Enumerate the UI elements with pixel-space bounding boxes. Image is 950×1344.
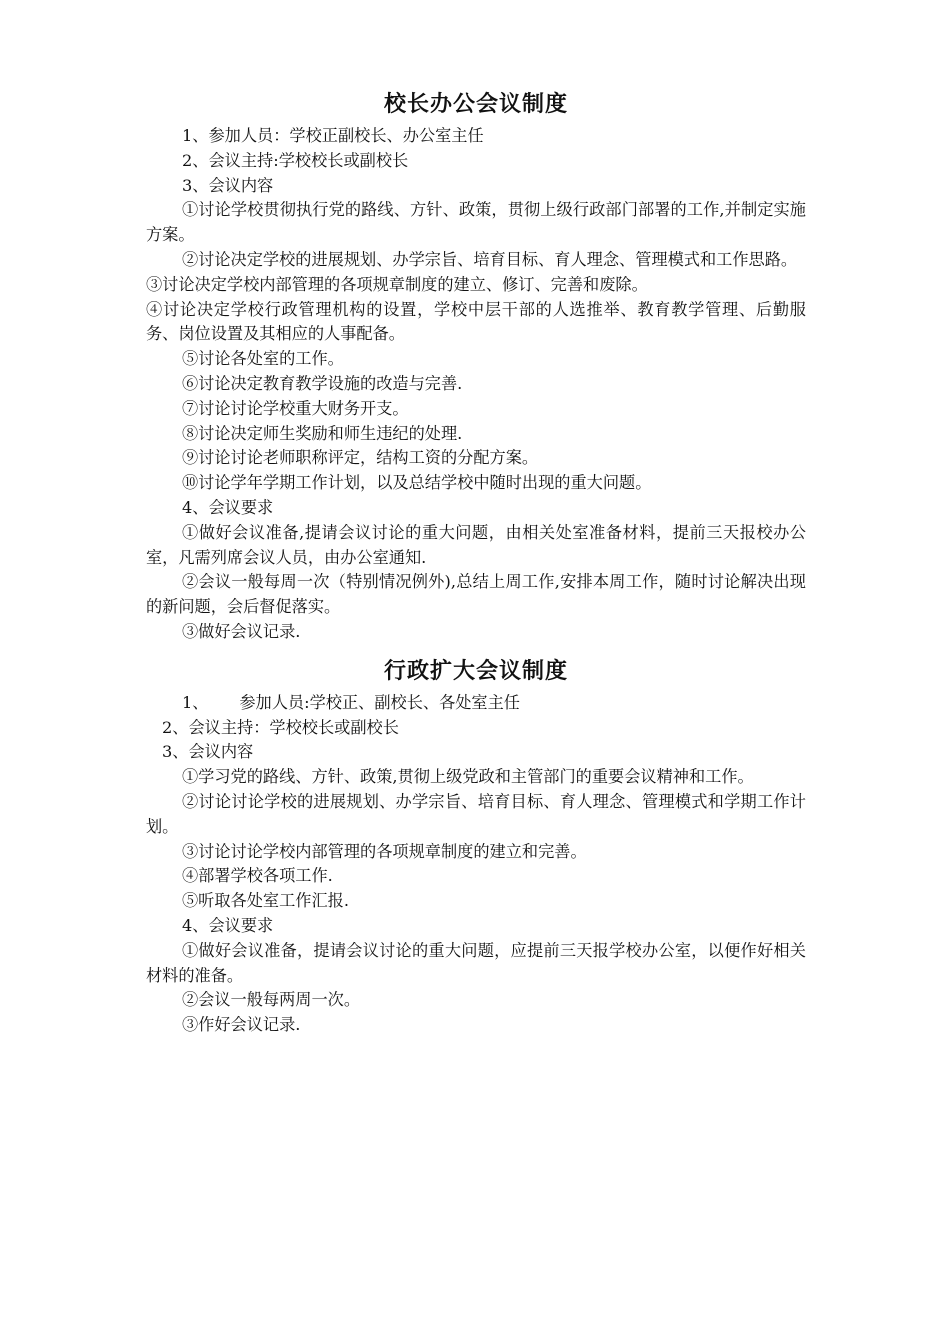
section-paragraph: 4、会议要求: [182, 497, 274, 517]
section-paragraph: ⑨讨论讨论老师职称评定，结构工资的分配方案。: [182, 448, 539, 468]
section-paragraph: 3、会议内容: [162, 742, 254, 762]
section-title: 校长办公会议制度: [383, 92, 568, 117]
section-paragraph: ⑧讨论决定师生奖励和师生违纪的处理.: [182, 423, 463, 443]
section-paragraph: ⑤讨论各处室的工作。: [182, 349, 344, 369]
section-paragraph: ①讨论学校贯彻执行党的路线、方针、政策，贯彻上级行政部门部署的工作,并制定实施方案。: [146, 200, 806, 245]
section-paragraph: ②讨论决定学校的进展规划、办学宗旨、培育目标、育人理念、管理模式和工作思路。: [182, 249, 798, 269]
section-paragraph: 2、会议主持：学校校长或副校长: [162, 717, 399, 737]
section-paragraph: 2、会议主持:学校校长或副校长: [182, 150, 409, 170]
section-paragraph: ①做好会议准备,提请会议讨论的重大问题，由相关处室准备材料，提前三天报校办公室，凡需列席会议人员，由办公室通知.: [146, 522, 806, 567]
section-paragraph: ⑤听取各处室工作汇报.: [182, 891, 350, 911]
section-paragraph: ④部署学校各项工作.: [182, 866, 333, 886]
section-title: 行政扩大会议制度: [383, 658, 568, 684]
section-paragraph: ①学习党的路线、方针、政策,贯彻上级党政和主管部门的重要会议精神和工作。: [182, 767, 754, 787]
section-paragraph: 1、参加人员：学校正副校长、办公室主任: [182, 126, 484, 145]
section-paragraph: ②会议一般每两周一次。: [182, 990, 361, 1010]
section-paragraph: ③讨论讨论学校内部管理的各项规章制度的建立和完善。: [182, 841, 587, 861]
section-paragraph: 1、 参加人员:学校正、副校长、各处室主任: [182, 692, 520, 712]
section-paragraph: ②会议一般每周一次（特别情况例外),总结上周工作,安排本周工作，随时讨论解决出现的新问题，会后督促落实。: [146, 572, 806, 617]
section-paragraph: ③作好会议记录.: [182, 1015, 301, 1035]
section-paragraph: ⑩讨论学年学期工作计划，以及总结学校中随时出现的重大问题。: [182, 473, 652, 493]
section-paragraph: ②讨论讨论学校的进展规划、办学宗旨、培育目标、育人理念、管理模式和学期工作计划。: [146, 791, 806, 836]
section-paragraph: ③做好会议记录.: [182, 621, 301, 641]
section-paragraph: ①做好会议准备，提请会议讨论的重大问题，应提前三天报学校办公室，以便作好相关材料的准备。: [146, 940, 806, 985]
section-paragraph: 4、会议要求: [182, 915, 274, 935]
section-paragraph: 3、会议内容: [182, 175, 274, 195]
section-paragraph: ④讨论决定学校行政管理机构的设置，学校中层干部的人选推举、教育教学管理、后勤服务、岗位设置及其相应的人事配备。: [146, 299, 806, 344]
section-paragraph: ⑥讨论决定教育教学设施的改造与完善.: [182, 373, 463, 393]
document-body: [146, 88, 806, 1038]
section-paragraph: ③讨论决定学校内部管理的各项规章制度的建立、修订、完善和废除。: [146, 274, 648, 294]
section-paragraph: ⑦讨论讨论学校重大财务开支。: [182, 398, 409, 418]
